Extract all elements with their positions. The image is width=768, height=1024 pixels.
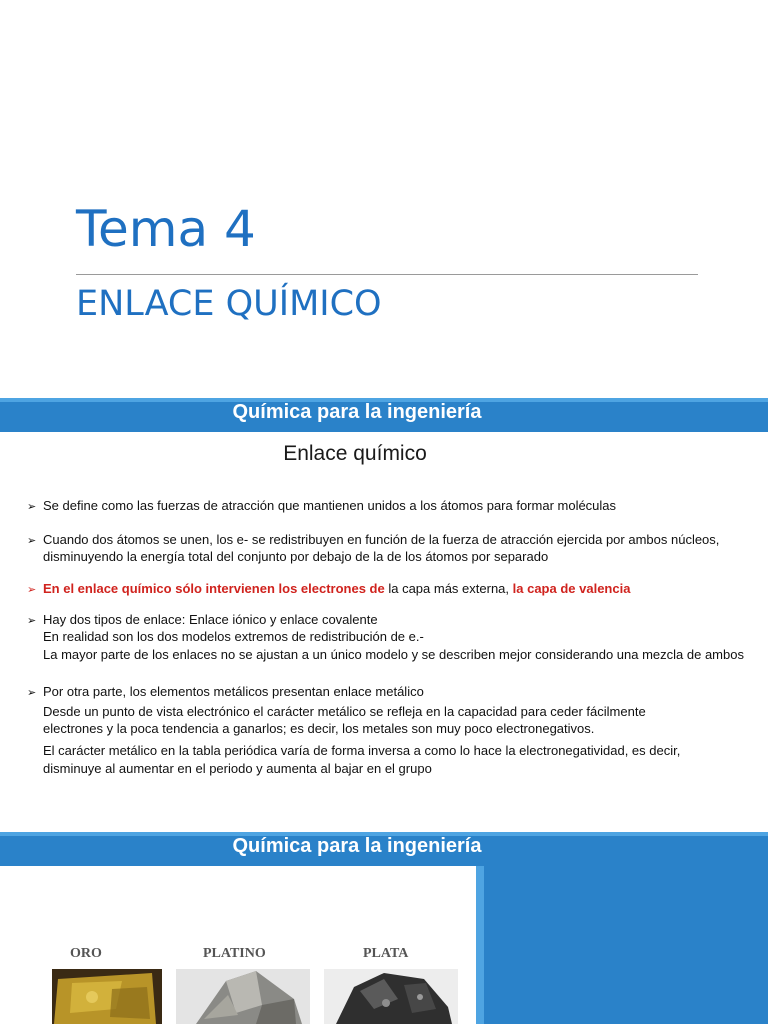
bullet-continuation: disminuyendo la energía total del conjunto por debajo de la de los átomos por separado bbox=[43, 549, 549, 564]
bullet-text: Hay dos tipos de enlace: Enlace iónico y enlace covalente bbox=[43, 612, 378, 627]
panel-accent-edge bbox=[476, 866, 484, 1024]
metal-label-oro: ORO bbox=[70, 946, 102, 961]
arrow-bullet-icon: ➢ bbox=[27, 584, 37, 596]
platinum-sample-image bbox=[176, 969, 310, 1024]
slide2-header-title: Química para la ingeniería bbox=[232, 401, 482, 423]
bullet-highlight: En el enlace químico sólo intervienen los electrones de bbox=[43, 581, 385, 596]
arrow-bullet-icon: ➢ bbox=[27, 501, 37, 513]
slide3-header-title: Química para la ingeniería bbox=[232, 835, 482, 857]
bullet-text: Se define como las fuerzas de atracción que mantienen unidos a los átomos para formar moléculas bbox=[43, 498, 617, 513]
bullet-continuation: El carácter metálico en la tabla periódica varía de forma inversa a como lo hace la electronegatividad, es decir, bbox=[43, 743, 681, 758]
bullet-text: la capa más externa, bbox=[384, 581, 513, 596]
bullet-text: Cuando dos átomos se unen, los e- se redistribuyen en función de la fuerza de atracción ejercida por ambos núcleos, bbox=[43, 532, 720, 547]
bullet-continuation: electrones y la poca tendencia a ganarlos; es decir, los metales son muy poco electronegativos. bbox=[43, 721, 595, 736]
bullet-item bbox=[27, 497, 616, 517]
metal-label-platino: PLATINO bbox=[203, 946, 266, 961]
slide-subtitle: ENLACE QUÍMICO bbox=[76, 284, 382, 324]
arrow-bullet-icon: ➢ bbox=[27, 615, 37, 627]
bullet-item bbox=[27, 580, 630, 600]
bullet-continuation: disminuye al aumentar en el periodo y aumenta al bajar en el grupo bbox=[43, 761, 432, 776]
bullet-continuation: La mayor parte de los enlaces no se ajustan a un único modelo y se describen mejor considerando una mezcla de ambos bbox=[43, 647, 744, 662]
slide-title: Tema 4 bbox=[76, 200, 256, 258]
title-slide bbox=[0, 0, 768, 395]
blue-side-panel bbox=[476, 866, 768, 1024]
bullet-continuation: Desde un punto de vista electrónico el carácter metálico se refleja en la capacidad para ceder fácilmente bbox=[43, 704, 646, 719]
slide2-header-bar bbox=[0, 398, 768, 432]
silver-sample-image bbox=[324, 969, 458, 1024]
bullet-highlight: la capa de valencia bbox=[512, 581, 631, 596]
slide3-header-bar bbox=[0, 832, 768, 866]
slide2-heading: Enlace químico bbox=[283, 442, 427, 465]
arrow-bullet-icon: ➢ bbox=[27, 535, 37, 547]
bullet-continuation: En realidad son los dos modelos extremos de redistribución de e.- bbox=[43, 629, 424, 644]
metal-label-plata: PLATA bbox=[363, 946, 409, 961]
gold-sample-image bbox=[52, 969, 162, 1024]
bullet-text: Por otra parte, los elementos metálicos presentan enlace metálico bbox=[43, 684, 424, 699]
arrow-bullet-icon: ➢ bbox=[27, 687, 37, 699]
bullet-item bbox=[27, 683, 424, 703]
title-divider bbox=[76, 274, 698, 275]
